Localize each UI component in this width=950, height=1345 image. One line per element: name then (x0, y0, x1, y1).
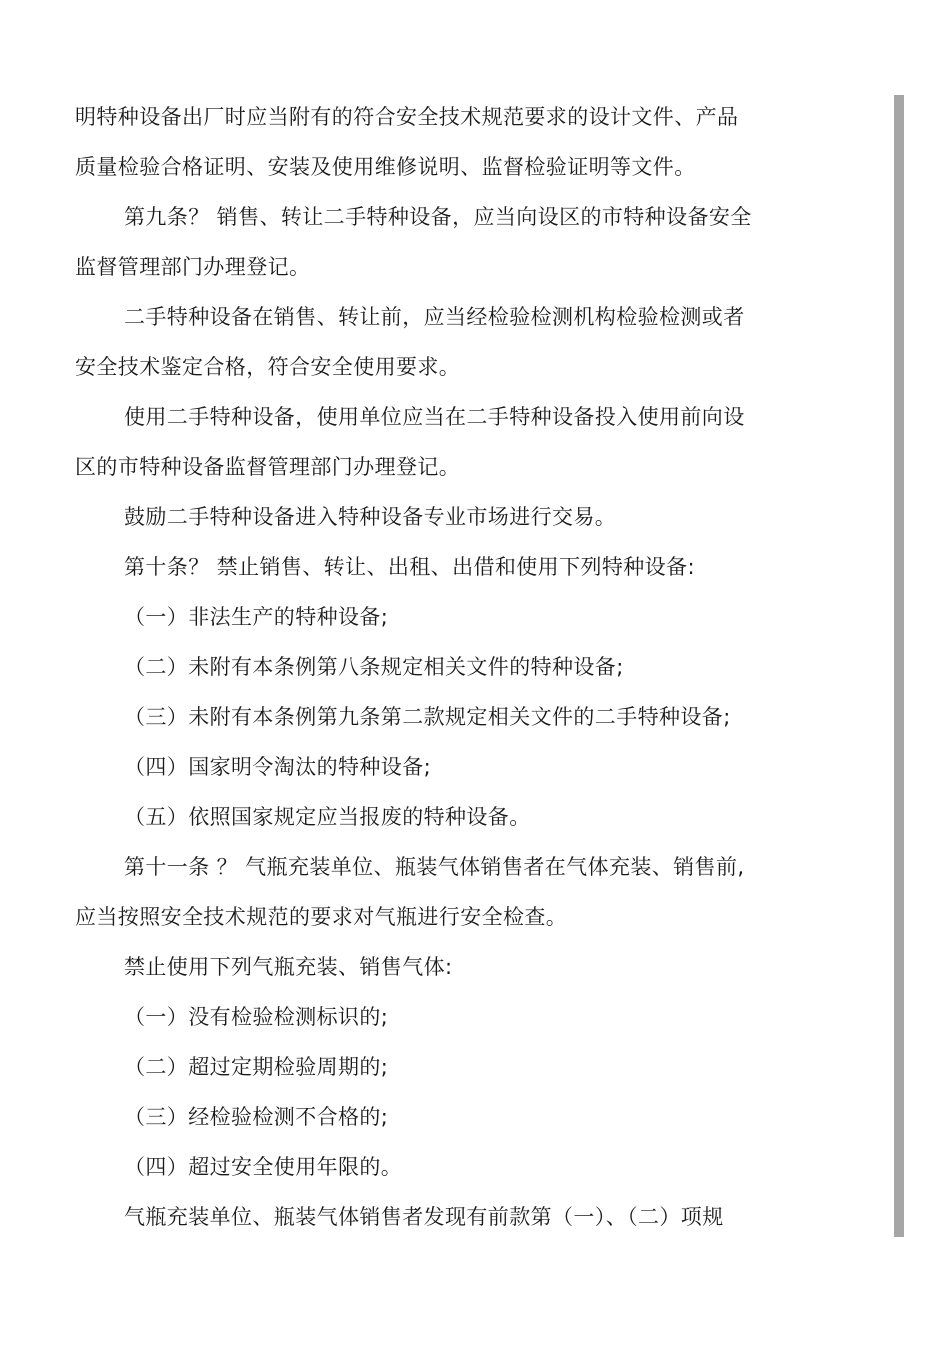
text-line: 安全技术鉴定合格，符合安全使用要求。 (75, 355, 461, 379)
text-line: （三）未附有本条例第九条第二款规定相关文件的二手特种设备; (124, 705, 731, 729)
text-line: （一）没有检验检测标识的; (124, 1005, 389, 1029)
text-line: （四）超过安全使用年限的。 (124, 1155, 403, 1179)
text-line: 禁止使用下列气瓶充装、销售气体: (124, 955, 453, 979)
text-line: 质量检验合格证明、安装及使用维修说明、监督检验证明等文件。 (75, 155, 696, 179)
text-line: 鼓励二手特种设备进入特种设备专业市场进行交易。 (124, 505, 617, 529)
text-line: 监督管理部门办理登记。 (75, 255, 311, 279)
vertical-scrollbar[interactable] (894, 95, 904, 1237)
text-line: （四）国家明令淘汰的特种设备; (124, 755, 432, 779)
text-line: （二）未附有本条例第八条规定相关文件的特种设备; (124, 655, 624, 679)
text-line: 使用二手特种设备，使用单位应当在二手特种设备投入使用前向设 (124, 405, 745, 429)
text-line: （五）依照国家规定应当报废的特种设备。 (124, 805, 531, 829)
text-line: （一）非法生产的特种设备; (124, 605, 389, 629)
text-line: 第十一条 ？ 气瓶充装单位、瓶装气体销售者在气体充装、销售前, (124, 855, 745, 879)
text-line: 应当按照安全技术规范的要求对气瓶进行安全检查。 (75, 905, 568, 929)
text-line: （二）超过定期检验周期的; (124, 1055, 389, 1079)
text-line: 区的市特种设备监督管理部门办理登记。 (75, 455, 461, 479)
text-line: 明特种设备出厂时应当附有的符合安全技术规范要求的设计文件、产品 (75, 105, 739, 129)
text-line: （三）经检验检测不合格的; (124, 1105, 389, 1129)
text-line: 气瓶充装单位、瓶装气体销售者发现有前款第（一）、（二）项规 (124, 1205, 724, 1229)
text-line: 第十条？ 禁止销售、转让、出租、出借和使用下列特种设备: (124, 555, 695, 579)
text-line: 第九条？ 销售、转让二手特种设备，应当向设区的市特种设备安全 (124, 205, 752, 229)
text-line: 二手特种设备在销售、转让前，应当经检验检测机构检验检测或者 (124, 305, 745, 329)
